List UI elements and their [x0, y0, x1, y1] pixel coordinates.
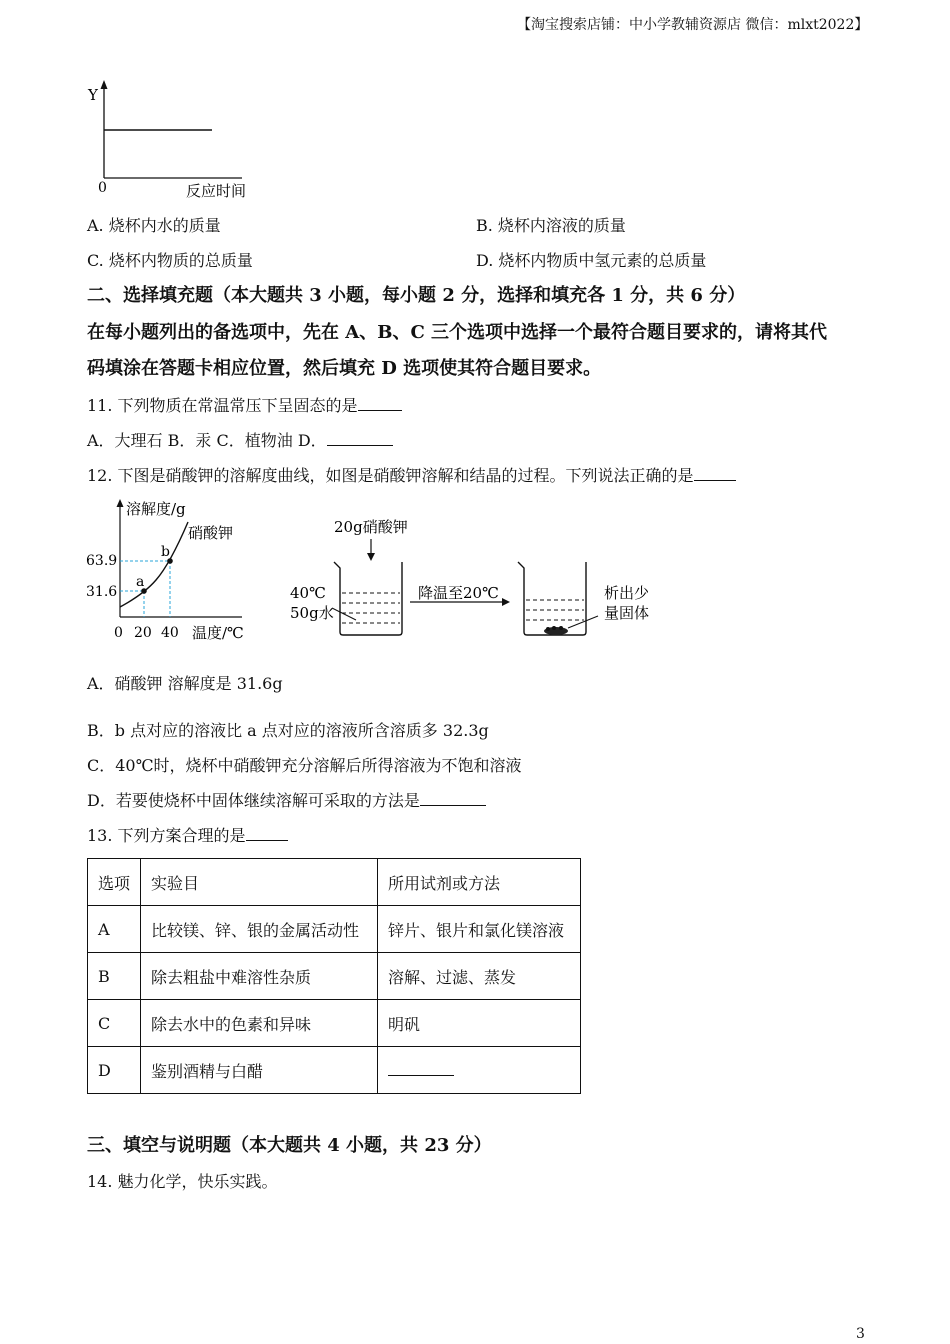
beaker-1-water-label: 50g水 [290, 604, 334, 622]
q10-option-b: B. 烧杯内溶液的质量 [476, 216, 626, 235]
add-kno3-label: 20g硝酸钾 [334, 518, 408, 536]
add-arrow-head [367, 553, 375, 561]
q12-option-c: C．40℃时，烧杯中硝酸钾充分溶解后所得溶液为不饱和溶液 [87, 756, 522, 775]
q12-option-d-text: D．若要使烧杯中固体继续溶解可采取的方法是 [87, 791, 420, 810]
beaker-2-pointer [568, 616, 598, 628]
section2-title: 二、选择填充题（本大题共 3 小题，每小题 2 分，选择和填充各 1 分，共 6 分） [87, 285, 746, 306]
section2-instruction-line1: 在每小题列出的备选项中，先在 A、B、C 三个选项中选择一个最符合题目要求的，请将其代 [87, 322, 828, 343]
table-row [88, 1000, 581, 1047]
q11-stem-text: 11. 下列物质在常温常压下呈固态的是 [87, 396, 358, 415]
y-axis-arrow [101, 80, 108, 89]
cooling-arrow-label: 降温至20℃ [418, 584, 499, 602]
beaker-2-label-line1: 析出少 [604, 584, 650, 602]
q11-option-d-blank[interactable] [327, 431, 393, 446]
table-row [88, 953, 581, 1000]
q13-table [87, 858, 581, 1094]
q12-option-d-blank[interactable] [420, 791, 486, 806]
beaker-1-temp-label: 40℃ [290, 584, 326, 602]
page-number: 3 [856, 1326, 865, 1342]
beaker-2-label-line2: 量固体 [604, 604, 650, 622]
q12-option-d [87, 791, 486, 811]
table-cell: 鉴别酒精与白醋 [141, 1047, 378, 1094]
x-tick-20: 20 [134, 625, 152, 641]
origin-label: 0 [98, 180, 107, 196]
cooling-arrow-head [502, 598, 510, 606]
table-cell: D [88, 1047, 141, 1094]
q10-option-d: D. 烧杯内物质中氢元素的总质量 [476, 251, 707, 270]
table-cell: 溶解、过滤、蒸发 [378, 953, 581, 1000]
header-cell-purpose: 实验目 [141, 859, 378, 906]
curve-y-axis-label: 溶解度/g [126, 500, 186, 518]
x-axis-label: 反应时间 [186, 182, 247, 200]
q11-stem [87, 396, 402, 416]
q11-answer-blank[interactable] [358, 396, 402, 411]
table-cell: A [88, 906, 141, 953]
table-row [88, 1047, 581, 1094]
section3-title: 三、填空与说明题（本大题共 4 小题，共 23 分） [87, 1135, 492, 1156]
q11-options-text: A．大理石 B．汞 C．植物油 D． [87, 431, 327, 450]
curve-y-axis-arrow [117, 499, 124, 507]
q10-option-a: A. 烧杯内水的质量 [87, 216, 221, 235]
y-tick-31.6: 31.6 [86, 584, 118, 600]
q12-answer-blank[interactable] [694, 466, 736, 481]
table-cell: 除去水中的色素和异味 [141, 1000, 378, 1047]
x-tick-0: 0 [114, 625, 123, 641]
beaker-2 [518, 562, 586, 635]
q12-stem-text: 12. 下图是硝酸钾的溶解度曲线，如图是硝酸钾溶解和结晶的过程。下列说法正确的是 [87, 466, 694, 485]
point-a-label: a [136, 574, 145, 590]
table-cell: C [88, 1000, 141, 1047]
q12-stem [87, 466, 736, 486]
header-cell-option: 选项 [88, 859, 141, 906]
q12-option-b: B．b 点对应的溶液比 a 点对应的溶液所含溶质多 32.3g [87, 721, 489, 740]
beaker-1 [334, 562, 402, 635]
page-header: 【淘宝搜索店铺：中小学教辅资源店 微信：mlxt2022】 [517, 17, 869, 33]
curve-series-label: 硝酸钾 [188, 524, 234, 542]
table-row [88, 906, 581, 953]
table-cell: 除去粗盐中难溶性杂质 [141, 953, 378, 1000]
table-cell: 比较镁、锌、银的金属活动性 [141, 906, 378, 953]
q13-answer-blank[interactable] [246, 826, 288, 841]
point-b-label: b [161, 544, 170, 560]
solubility-curve-chart [84, 494, 254, 646]
section2-instruction-line2: 码填涂在答题卡相应位置，然后填充 D 选项使其符合题目要求。 [87, 358, 602, 379]
crystallization-process-diagram [282, 508, 662, 644]
y-axis-label: Y [88, 86, 98, 104]
table-cell: B [88, 953, 141, 1000]
table-header-row [88, 859, 581, 906]
q13-stem-text: 13. 下列方案合理的是 [87, 826, 246, 845]
q13-option-d-blank[interactable] [388, 1061, 454, 1076]
table-cell: 明矾 [378, 1000, 581, 1047]
y-tick-63.9: 63.9 [86, 553, 118, 569]
q13-stem [87, 826, 288, 846]
potassium-nitrate-curve [120, 522, 188, 607]
y-vs-time-graph [80, 78, 260, 204]
table-cell: 锌片、银片和氯化镁溶液 [378, 906, 581, 953]
x-tick-40: 40 [161, 625, 179, 641]
header-cell-method: 所用试剂或方法 [378, 859, 581, 906]
q14-stem: 14. 魅力化学，快乐实践。 [87, 1172, 278, 1191]
q12-option-a: A．硝酸钾 溶解度是 31.6g [87, 674, 283, 693]
beaker-1-pointer [332, 608, 356, 620]
q11-options [87, 431, 393, 451]
q10-option-c: C. 烧杯内物质的总质量 [87, 251, 253, 270]
curve-x-axis-label: 温度/℃ [192, 624, 244, 642]
table-cell-answer [378, 1047, 581, 1094]
